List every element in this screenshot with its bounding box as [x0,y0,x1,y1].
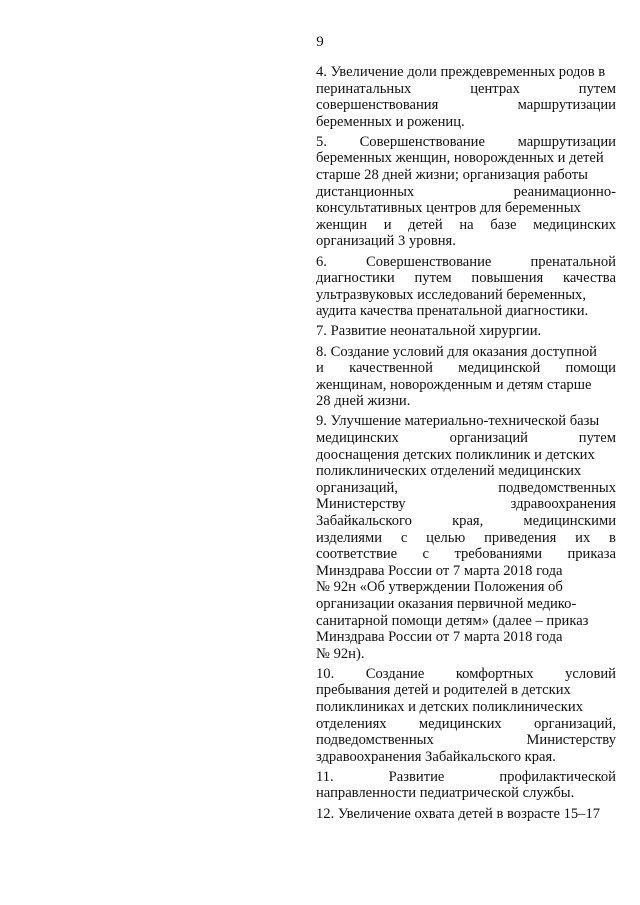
text-word: Минздрава России от 7 марта 2018 года [316,629,563,646]
text-line [316,666,616,683]
text-word: Минздрава России от 7 марта 2018 года [316,562,563,579]
text-line [316,563,616,580]
text-word: организаций, [533,715,616,732]
text-word: с [422,546,430,563]
text-line [316,393,616,410]
text-line [316,530,616,547]
text-word: отделениях [316,715,387,732]
text-line [316,613,616,630]
text-line [316,233,616,250]
text-line [316,81,616,98]
text-word: медицинских [316,429,399,446]
list-item-12 [316,806,616,823]
text-word: приказа [567,546,616,563]
text-word: совершенствования [316,97,439,114]
text-line [316,114,616,131]
text-line [316,184,616,201]
text-line [316,360,616,377]
text-word: здравоохранения [510,496,616,513]
text-word: их [575,529,591,546]
text-line [316,167,616,184]
text-word: и [383,216,392,233]
text-word: дооснащения детских поликлиник и детских [316,446,595,463]
text-word: условий [565,665,616,682]
text-line [316,579,616,596]
text-word: медицинской [458,360,541,377]
text-line [316,785,616,802]
text-word: дистанционных [316,183,415,200]
text-word: 7. Развитие неонатальной хирургии. [316,323,542,340]
text-word: и [316,360,324,377]
text-line [316,716,616,733]
text-word: здравоохранения Забайкальского края. [316,748,556,765]
text-word: медицинскими [523,512,616,529]
text-line [316,513,616,530]
text-line [316,200,616,217]
text-word: организаций, [316,479,398,496]
text-word: изделиями [316,529,383,546]
text-line [316,344,616,361]
text-line [316,480,616,497]
text-word: Развитие [388,768,445,785]
text-word: на [459,216,474,233]
text-word: медицинских [533,216,616,233]
list-item-7 [316,323,616,340]
text-line [316,413,616,430]
text-line [316,217,616,234]
text-word: Министерству [526,732,616,749]
text-word: 10. [316,665,335,682]
text-word: женщинам, новорожденным и детям старше [316,376,592,393]
text-word: перинатальных [316,80,412,97]
text-word: направленности педиатрической службы. [316,785,575,802]
text-word: края, [452,512,484,529]
text-line [316,769,616,786]
text-line [316,323,616,340]
list-item-5 [316,134,616,250]
text-word: повышения [471,270,544,287]
list-item-10 [316,666,616,766]
text-word: № 92н). [316,645,365,662]
text-line [316,546,616,563]
text-word: ультразвуковых исследований беременных, [316,286,586,303]
text-word: подведомственных [498,479,616,496]
text-word: организаций [449,429,528,446]
text-line [316,732,616,749]
text-line [316,463,616,480]
list-item-6 [316,254,616,320]
text-line [316,496,616,513]
text-word: Совершенствование [366,253,492,270]
text-word: путем [414,270,452,287]
text-word: старше 28 дней жизни; организация работы [316,167,588,184]
text-column [316,64,616,822]
text-word: диагностики [316,270,395,287]
text-word: детей [408,216,443,233]
page-number: 9 [316,34,324,50]
text-word: путем [578,429,616,446]
text-line [316,629,616,646]
text-line [316,699,616,716]
text-word: пренатальной [530,253,616,270]
text-word: целью [426,529,466,546]
text-word: в [609,529,616,546]
text-line [316,430,616,447]
text-word: № 92н «Об утверждении Положения об [316,579,563,596]
text-line [316,377,616,394]
text-word: профилактической [499,768,616,785]
text-word: маршрутизации [517,97,616,114]
text-line [316,447,616,464]
text-word: 11. [316,768,334,785]
text-word: 9. Улучшение материально-технической базы [316,413,600,430]
text-word: помощи [565,360,616,377]
text-word: Совершенствование [359,133,485,150]
text-word: санитарной помощи детям» (далее – приказ [316,612,589,629]
text-line [316,270,616,287]
text-word: организации оказания первичной медико- [316,595,577,612]
text-word: соответствие [316,546,398,563]
text-line [316,134,616,151]
text-word: 5. [316,133,327,150]
text-line [316,646,616,663]
text-word: Министерству [316,496,406,513]
text-line [316,150,616,167]
text-word: комфортных [455,665,534,682]
text-line [316,749,616,766]
text-line [316,682,616,699]
text-word: с [400,529,408,546]
text-line [316,254,616,271]
text-line [316,303,616,320]
text-word: 28 дней жизни. [316,393,411,410]
list-item-8 [316,344,616,410]
text-line [316,596,616,613]
text-word: центрах [470,80,520,97]
text-word: медицинских [418,715,502,732]
text-word: пребывания детей и родителей в детских [316,682,571,699]
text-line [316,287,616,304]
text-word: маршрутизации [517,133,616,150]
text-word: консультативных центров для беременных [316,200,581,217]
text-word: 12. Увеличение охвата детей в возрасте 15–17 [316,805,601,822]
text-word: путем [578,80,616,97]
list-item-4 [316,64,616,130]
list-item-11 [316,769,616,802]
text-word: организаций 3 уровня. [316,233,456,250]
text-word: качественной [349,360,433,377]
text-word: приведения [484,529,557,546]
text-word: качества [563,270,616,287]
text-word: поликлинических отделений медицинских [316,463,582,480]
text-word: базе [490,216,517,233]
text-line [316,806,616,823]
text-word: Забайкальского [316,512,412,529]
text-word: 4. Увеличение доли преждевременных родов в [316,64,606,80]
text-word: 6. [316,253,327,270]
text-word: подведомственных [316,732,434,749]
text-word: аудита качества пренатальной диагностики. [316,303,589,320]
list-item-9 [316,413,616,662]
text-word: женщин [316,216,368,233]
text-word: беременных и рожениц. [316,113,465,130]
text-word: Создание [365,665,425,682]
text-line [316,64,616,81]
text-word: реанимационно- [513,183,616,200]
text-word: поликлиниках и детских поликлинических [316,698,584,715]
text-word: беременных женщин, новорожденных и детей [316,150,604,167]
text-word: требованиями [454,546,543,563]
text-line [316,97,616,114]
text-word: 8. Создание условий для оказания доступной [316,343,597,360]
